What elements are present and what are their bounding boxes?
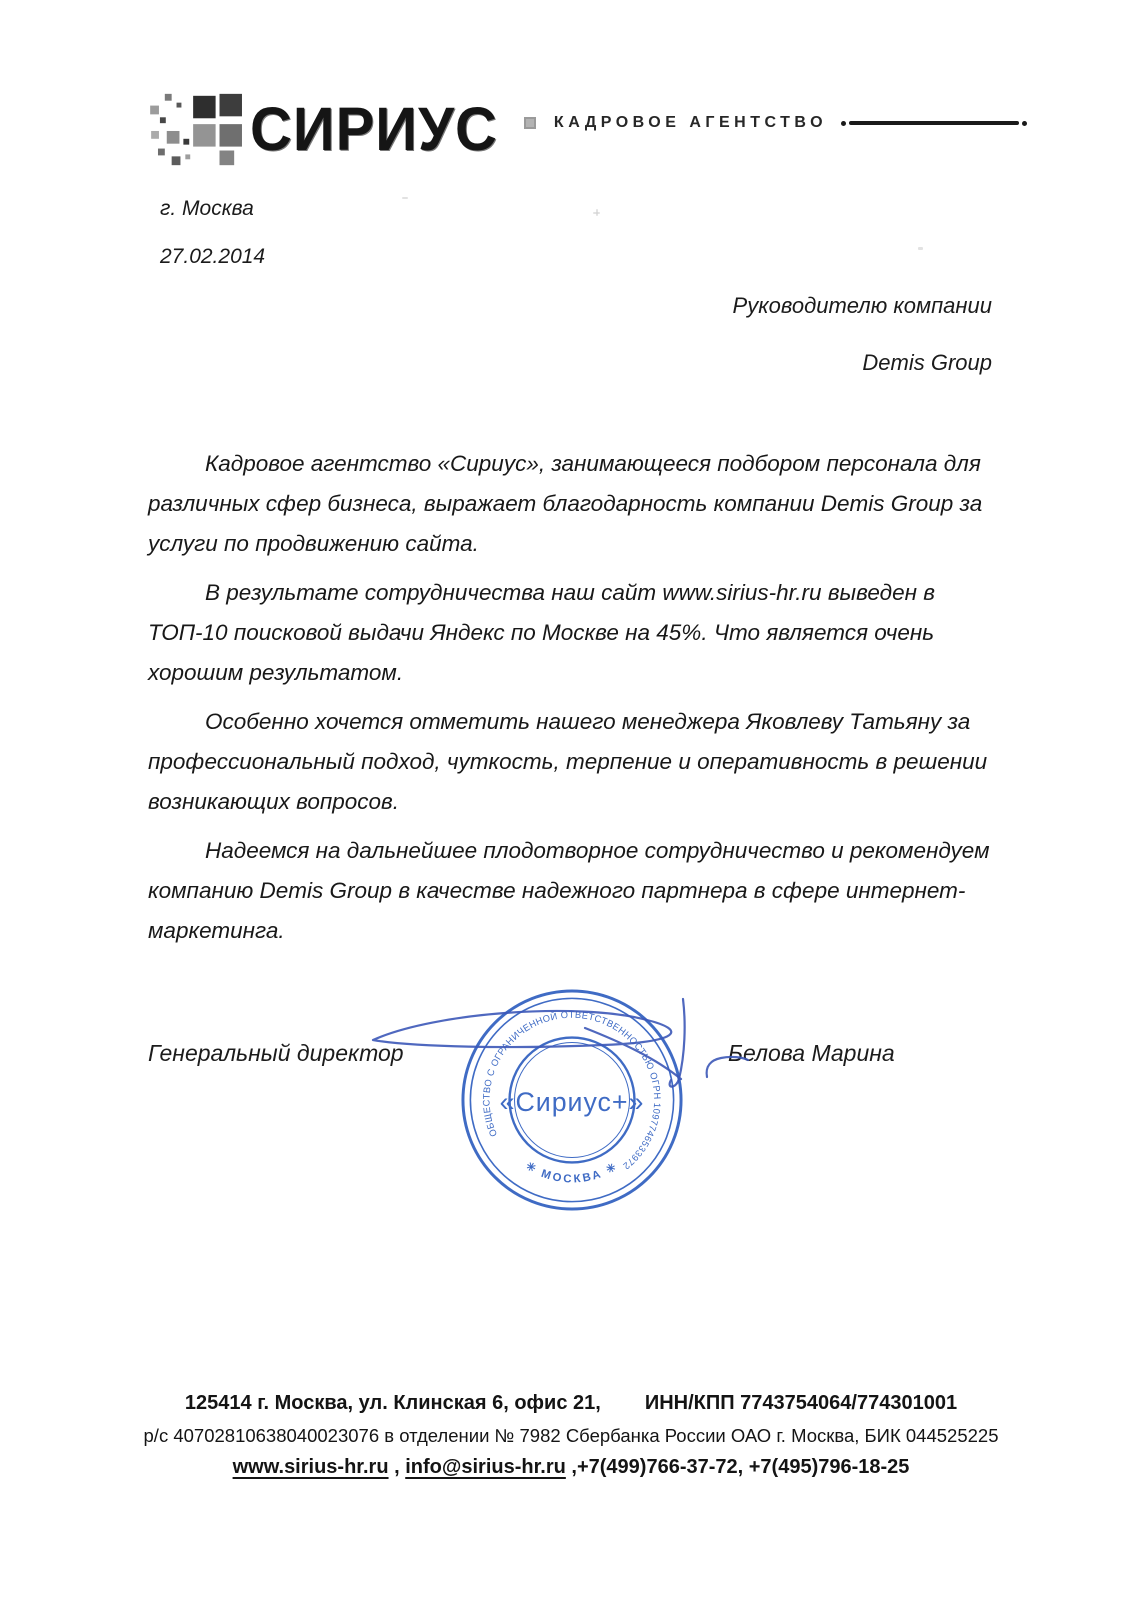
paragraph-manager: Особенно хочется отметить нашего менеджера Яковлеву Татьяну за профессиональный подход, чуткость, терпение и оперативность в решении возникающих вопросов. bbox=[148, 709, 988, 814]
rule-bar bbox=[849, 121, 1019, 125]
website-link[interactable]: www.sirius-hr.ru bbox=[232, 1456, 389, 1478]
rule-dot-left bbox=[841, 121, 846, 126]
footer-contacts bbox=[0, 1392, 1142, 1479]
logo-pixel-mosaic-icon bbox=[150, 88, 248, 172]
addressee-role: Руководителю компании bbox=[732, 293, 992, 318]
rule-dot-right bbox=[1022, 121, 1027, 126]
letter-body bbox=[148, 444, 1008, 960]
brand-logotype: СИРИУС bbox=[250, 95, 498, 164]
footer-bank-details: р/с 40702810638040023076 в отделении № 7982 Сбербанка России ОАО г. Москва, БИК 044525225 bbox=[143, 1425, 999, 1446]
footer-inn-kpp: ИНН/КПП 7743754064/774301001 bbox=[644, 1392, 958, 1414]
tagline-bullet-square-icon bbox=[524, 117, 536, 129]
footer-separator: , bbox=[388, 1456, 406, 1478]
paragraph-recommendation: Надеемся на дальнейшее плодотворное сотрудничество и рекомендуем компанию Demis Group в качестве надежного партнера в сфере интернет-маркетинга. bbox=[148, 838, 990, 943]
handwritten-signature bbox=[355, 992, 785, 1117]
footer-address: 125414 г. Москва, ул. Клинская 6, офис 21, bbox=[184, 1392, 601, 1414]
addressee-block bbox=[733, 292, 992, 377]
header-rule bbox=[841, 121, 1027, 126]
paragraph-gratitude: Кадровое агентство «Сириус», занимающееся подбором персонала для различных сфер бизнеса, выражает благодарность компании Demis Group за услуги по продвижению сайта. bbox=[148, 451, 983, 556]
email-link[interactable]: info@sirius-hr.ru bbox=[405, 1456, 566, 1478]
stamp-center-text: «Сириус+» bbox=[499, 1086, 645, 1117]
tagline-row bbox=[524, 114, 1027, 132]
addressee-company: Demis Group bbox=[862, 350, 992, 375]
paragraph-results: В результате сотрудничества наш сайт www.sirius-hr.ru выведен в ТОП-10 поисковой выдачи Яндекс по Москве на 45%. Что является очень хорошим результатом. bbox=[148, 580, 935, 685]
svg-text:✳ МОСКВА ✳ bbox=[524, 1160, 621, 1185]
footer-address-inn bbox=[0, 1392, 1142, 1415]
letter-city: г. Москва bbox=[160, 197, 254, 220]
letterhead bbox=[150, 84, 1027, 176]
tagline-text: КАДРОВОЕ АГЕНТСТВО bbox=[553, 114, 828, 131]
letter-date: 27.02.2014 bbox=[160, 245, 266, 268]
signatory-title: Генеральный директор bbox=[148, 1040, 404, 1066]
signatory-name: Белова Марина bbox=[728, 1040, 895, 1066]
stamp-bottom-text: ✳ МОСКВА ✳ bbox=[523, 1160, 621, 1186]
footer-phones: ,+7(499)766-37-72, +7(495)796-18-25 bbox=[565, 1456, 910, 1478]
footer-links-phones bbox=[0, 1456, 1142, 1479]
scan-speck bbox=[596, 209, 598, 216]
scan-speck bbox=[402, 197, 408, 199]
stamp-ring-text: ОБЩЕСТВО С ОГРАНИЧЕННОЙ ОТВЕТСТВЕННОСТЬЮ ОГРН 1097746533972 bbox=[481, 1009, 663, 1172]
scan-speck bbox=[918, 247, 923, 250]
